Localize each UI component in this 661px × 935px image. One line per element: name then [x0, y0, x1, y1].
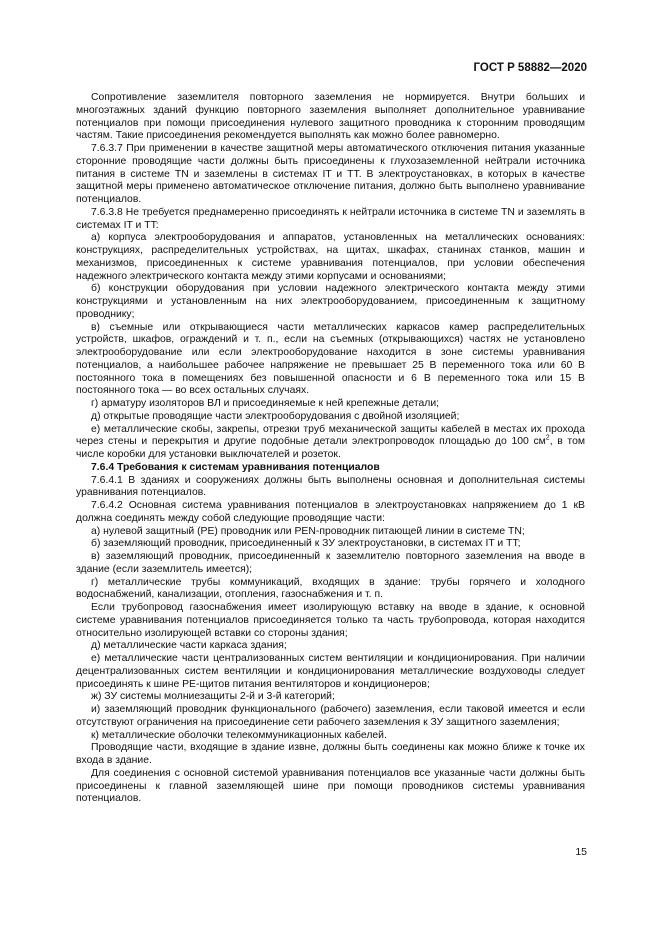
paragraph: Сопротивление заземлителя повторного заземления не нормируется. Внутри больших и многоэтажных зданий функцию повторного заземления выполняет дополнительное уравнивание потенциалов при помощи присоединения нулевого защитного проводника к сторонним проводящим частям. Такие присоединения рекомендуется выполнять как можно более равномерно. [76, 92, 585, 142]
list-item: б) заземляющий проводник, присоединенный к ЗУ электроустановки, в системах IT и TT; [91, 538, 521, 550]
list-item: к) металлические оболочки телекоммуникационных кабелей. [91, 729, 387, 741]
page-number: 15 [575, 846, 587, 858]
paragraph: 7.6.4.1 В зданиях и сооружениях должны быть выполнены основная и дополнительная системы уравнивания потенциалов. [76, 474, 585, 499]
list-item: д) открытые проводящие части электрооборудования с двойной изоляцией; [91, 410, 460, 422]
list-item: б) конструкции оборудования при условии надежного электрического контакта между этими конструкциями и установленным на них электрооборудованием, присоединенным к защитному проводнику; [76, 283, 585, 320]
section-heading: 7.6.4 Требования к системам уравнивания потенциалов [91, 461, 380, 473]
list-item: г) металлические трубы коммуникаций, входящих в здание: трубы горячего и холодного водоснабжений, канализации, отопления, газоснабжения и т. п. [76, 576, 585, 601]
body-text [76, 92, 585, 806]
list-item: в) съемные или открывающиеся части металлических каркасов камер распределительных устройств, шкафов, ограждений и т. п., если на съемных (открывающихся) частях не установлено электрооборудование или если электрооборудование находится в зоне системы уравнивания потенциалов, а наибольшее рабочее напряжение не превышает 25 В переменного тока или 60 В постоянного тока в помещениях без повышенной опасности и 6 В переменного тока или 15 В постоянного тока — во всех остальных случаях. [76, 321, 585, 397]
list-item: и) заземляющий проводник функционального (рабочего) заземления, если таковой имеется и если отсутствуют ограничения на присоединение сети рабочего заземления к ЗУ защитного заземления; [76, 704, 585, 728]
list-item: ж) ЗУ системы молниезащиты 2-й и 3-й категорий; [91, 691, 335, 703]
paragraph-text: е) металлические скобы, закрепы, отрезки труб механической защиты кабелей в местах их прохода через стены и перекрытия и другие подобные детали электропроводок площадью до 100 см [76, 423, 585, 448]
list-item: е) металлические части централизованных систем вентиляции и кондиционирования. При наличии децентрализованных систем вентиляции и кондиционирования металлические воздуховоды следует присоединять к шине PE-щитов питания вентиляторов и кондиционеров; [76, 653, 585, 690]
list-item: а) нулевой защитный (PE) проводник или PEN-проводник питающей линии в системе TN; [91, 525, 525, 537]
standard-code: ГОСТ Р 58882—2020 [473, 62, 587, 74]
paragraph-text: , в том числе коробки для установки выключателей и розеток. [76, 436, 585, 460]
paragraph: 7.6.3.8 Не требуется преднамеренно присоединять к нейтрали источника в системе TN и заземлять в системах IT и TT: [76, 206, 585, 231]
paragraph: Если трубопровод газоснабжения имеет изолирующую вставку на вводе в здание, к основной системе уравнивания потенциалов присоединяется только та часть трубопровода, которая находится относительно изолирующей вставки со стороны здания; [76, 602, 585, 639]
paragraph: Проводящие части, входящие в здание извне, должны быть соединены как можно ближе к точке их входа в здание. [76, 742, 585, 766]
list-item: г) арматуру изоляторов ВЛ и присоединяемые к ней крепежные детали; [91, 398, 440, 409]
paragraph: 7.6.4.2 Основная система уравнивания потенциалов в электроустановках напряжением до 1 кВ должна соединять между собой следующие проводящие части: [76, 500, 585, 524]
paragraph: Для соединения с основной системой уравнивания потенциалов все указанные части должны быть присоединены к главной заземляющей шине при помощи проводников системы уравнивания потенциалов. [76, 767, 585, 805]
list-item [76, 424, 585, 462]
superscript: 2 [545, 434, 550, 442]
list-item: в) заземляющий проводник, присоединенный к заземлителю повторного заземления на вводе в здание (если заземлитель имеется); [76, 551, 585, 575]
list-item: д) металлические части каркаса здания; [91, 640, 287, 652]
paragraph: 7.6.3.7 При применении в качестве защитной меры автоматического отключения питания указанные сторонние проводящие части должны быть присоединены к глухозаземленной нейтрали источника питания в системе TN и заземлены в системах IT и TT. В электроустановках, в которых в качестве защитной меры применено автоматическое отключение питания, должно быть выполнено уравнивание потенциалов. [76, 143, 585, 205]
list-item: а) корпуса электрооборудования и аппаратов, установленных на металлических основаниях: конструкциях, распределительных устройствах, на щитах, шкафах, станинах станков, машин и механизмов, присоединенных к системе уравнивания потенциалов, при условии обеспечения надежного электрического контакта между этими корпусами и основаниями; [76, 232, 585, 282]
